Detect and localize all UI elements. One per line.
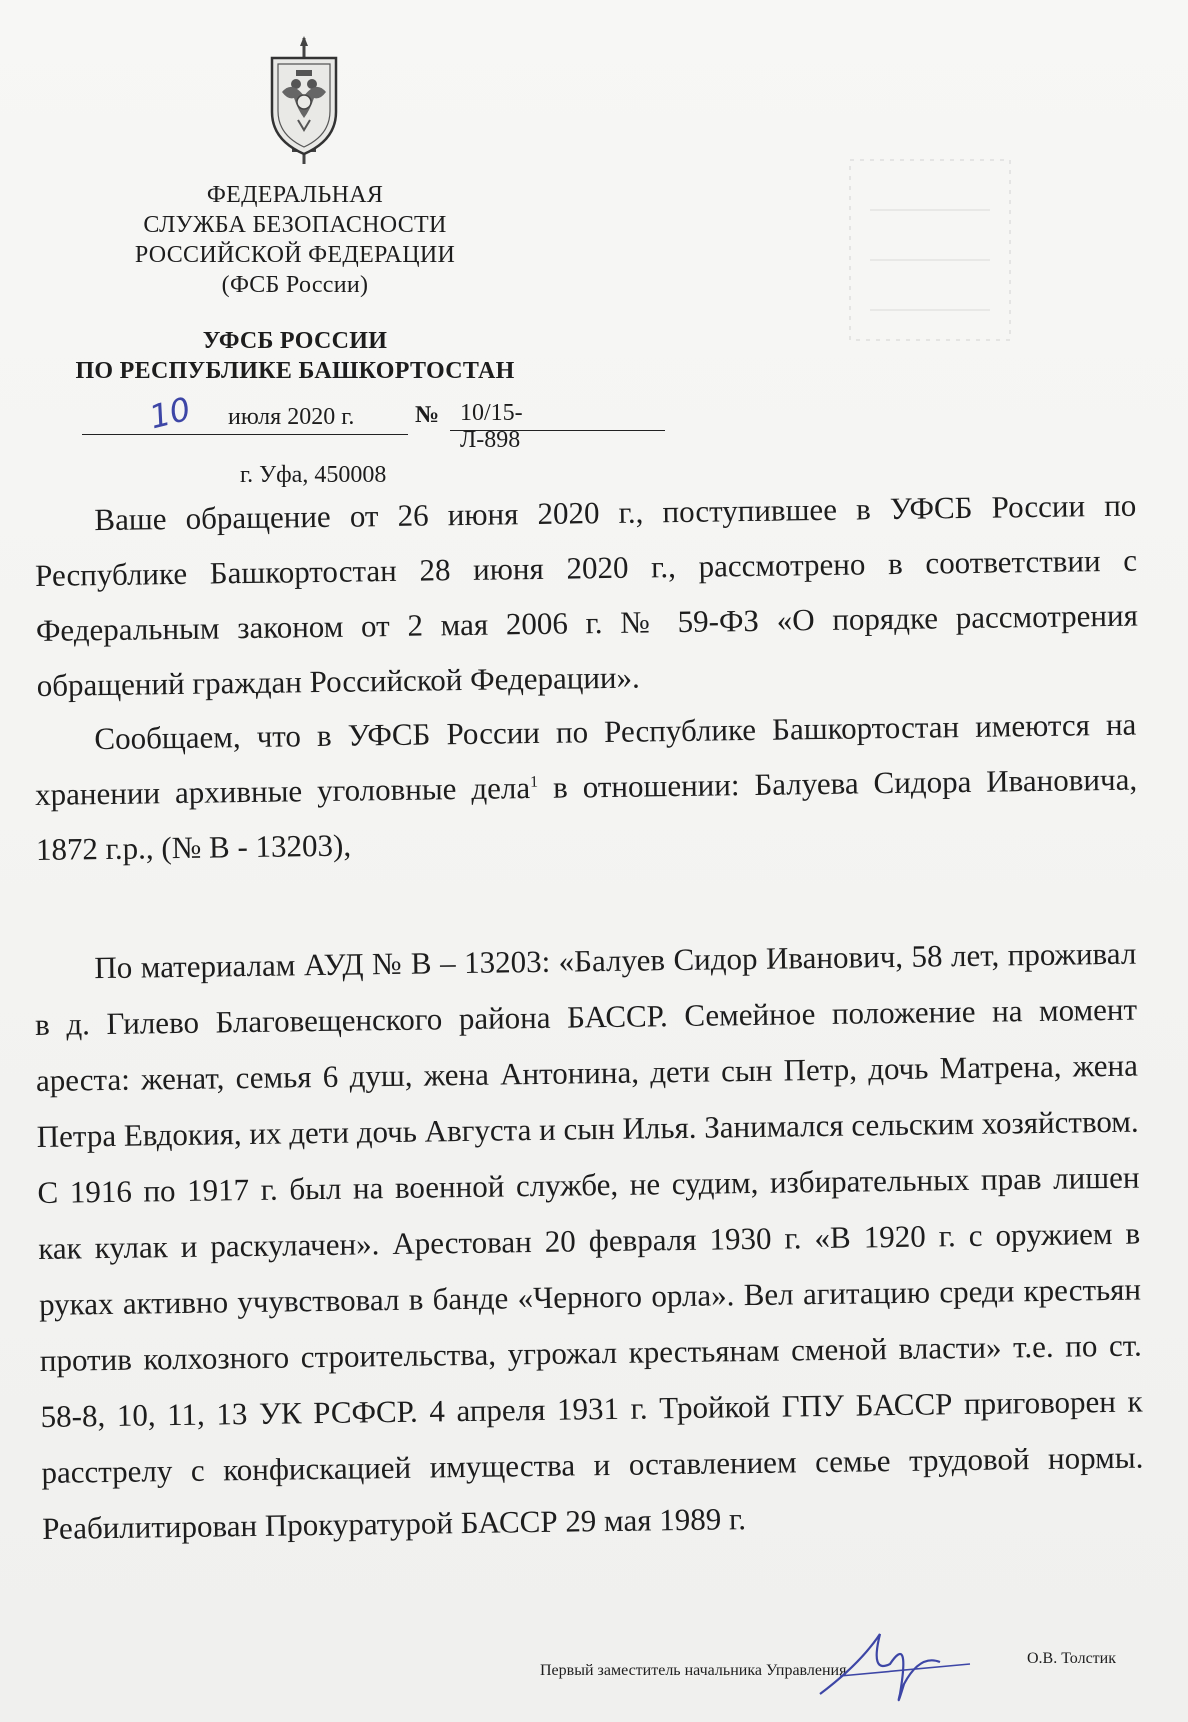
paragraph-archive (34, 697, 1138, 877)
city-address: г. Уфа, 450008 (240, 462, 387, 488)
footnote-marker: 1 (529, 773, 539, 791)
handwritten-day: 10 (145, 389, 195, 437)
organization-header (60, 180, 530, 300)
department-header (60, 326, 530, 386)
archive-text-part2: в отношении: Балуева Сидора Ивановича, 1872 г.р., (№ В - 13203), (35, 761, 1138, 867)
registration-number: 10/15-Л-898 (460, 400, 523, 453)
dept-line-2: ПО РЕСПУБЛИКЕ БАШКОРТОСТАН (75, 358, 515, 384)
org-line-3: РОССИЙСКОЙ ФЕДЕРАЦИИ (134, 242, 456, 268)
registration-month-year: июля 2020 г. (228, 404, 355, 430)
signatory-name: О.В. Толстик (1027, 1650, 1116, 1667)
org-line-1: ФЕДЕРАЛЬНАЯ (206, 182, 384, 208)
org-line-2: СЛУЖБА БЕЗОПАСНОСТИ (143, 212, 447, 238)
signatory-title: Первый заместитель начальника Управления (540, 1662, 847, 1679)
number-sign: № (415, 402, 440, 428)
paragraph-appeal: Ваше обращение от 26 июня 2020 г., поступившее в УФСБ России по Республике Башкортостан 28 июня 2020 г., рассмотрено в соответствии с Федеральным законом от 2 мая 2006 г. № 59-ФЗ «О порядке рассмотрения обращений граждан Российской Федерации». (34, 487, 1139, 703)
stamp-smudge (830, 150, 1030, 360)
paragraph-case-materials: По материалам АУД № В – 13203: «Балуев Сидор Иванович, 58 лет, проживал в д. Гилево Благовещенского района БАССР. Семейное положение на момент ареста: женат, семья 6 душ, жена Антонина, дети сын Петр, дочь Матрена, жена Петра Евдокия, их дети дочь Августа и сын Илья. Занимался сельским хозяйством. С 1916 по 1917 г. был на военной службе, не судим, избирательных прав лишен как кулак и раскулачен». Арестован 20 февраля 1930 г. «В 1920 г. с оружием в руках активно учувствовал в банде «Черного орла». Вел агитацию среди крестьян против колхозного строительства, угрожал крестьянам сменой власти» т.е. по ст. 58-8, 10, 11, 13 УК РСФСР. 4 апреля 1931 г. Тройкой ГПУ БАССР приговорен к расстрелу с конфискацией имущества и оставлением семье трудовой нормы. Реабилитирован Прокуратурой БАССР 29 мая 1989 г. (34, 935, 1144, 1546)
org-line-4: (ФСБ России) (221, 272, 369, 298)
handwritten-signature (800, 1624, 1000, 1714)
number-underline (450, 430, 665, 431)
fsb-emblem-icon (262, 36, 346, 166)
dept-line-1: УФСБ РОССИИ (202, 328, 388, 354)
date-underline (82, 434, 408, 435)
archive-text-part1: Сообщаем, что в УФСБ России по Республике Башкортостан имеются на хранении архивные уголовные дела (34, 706, 1137, 812)
registration-line (80, 389, 580, 453)
